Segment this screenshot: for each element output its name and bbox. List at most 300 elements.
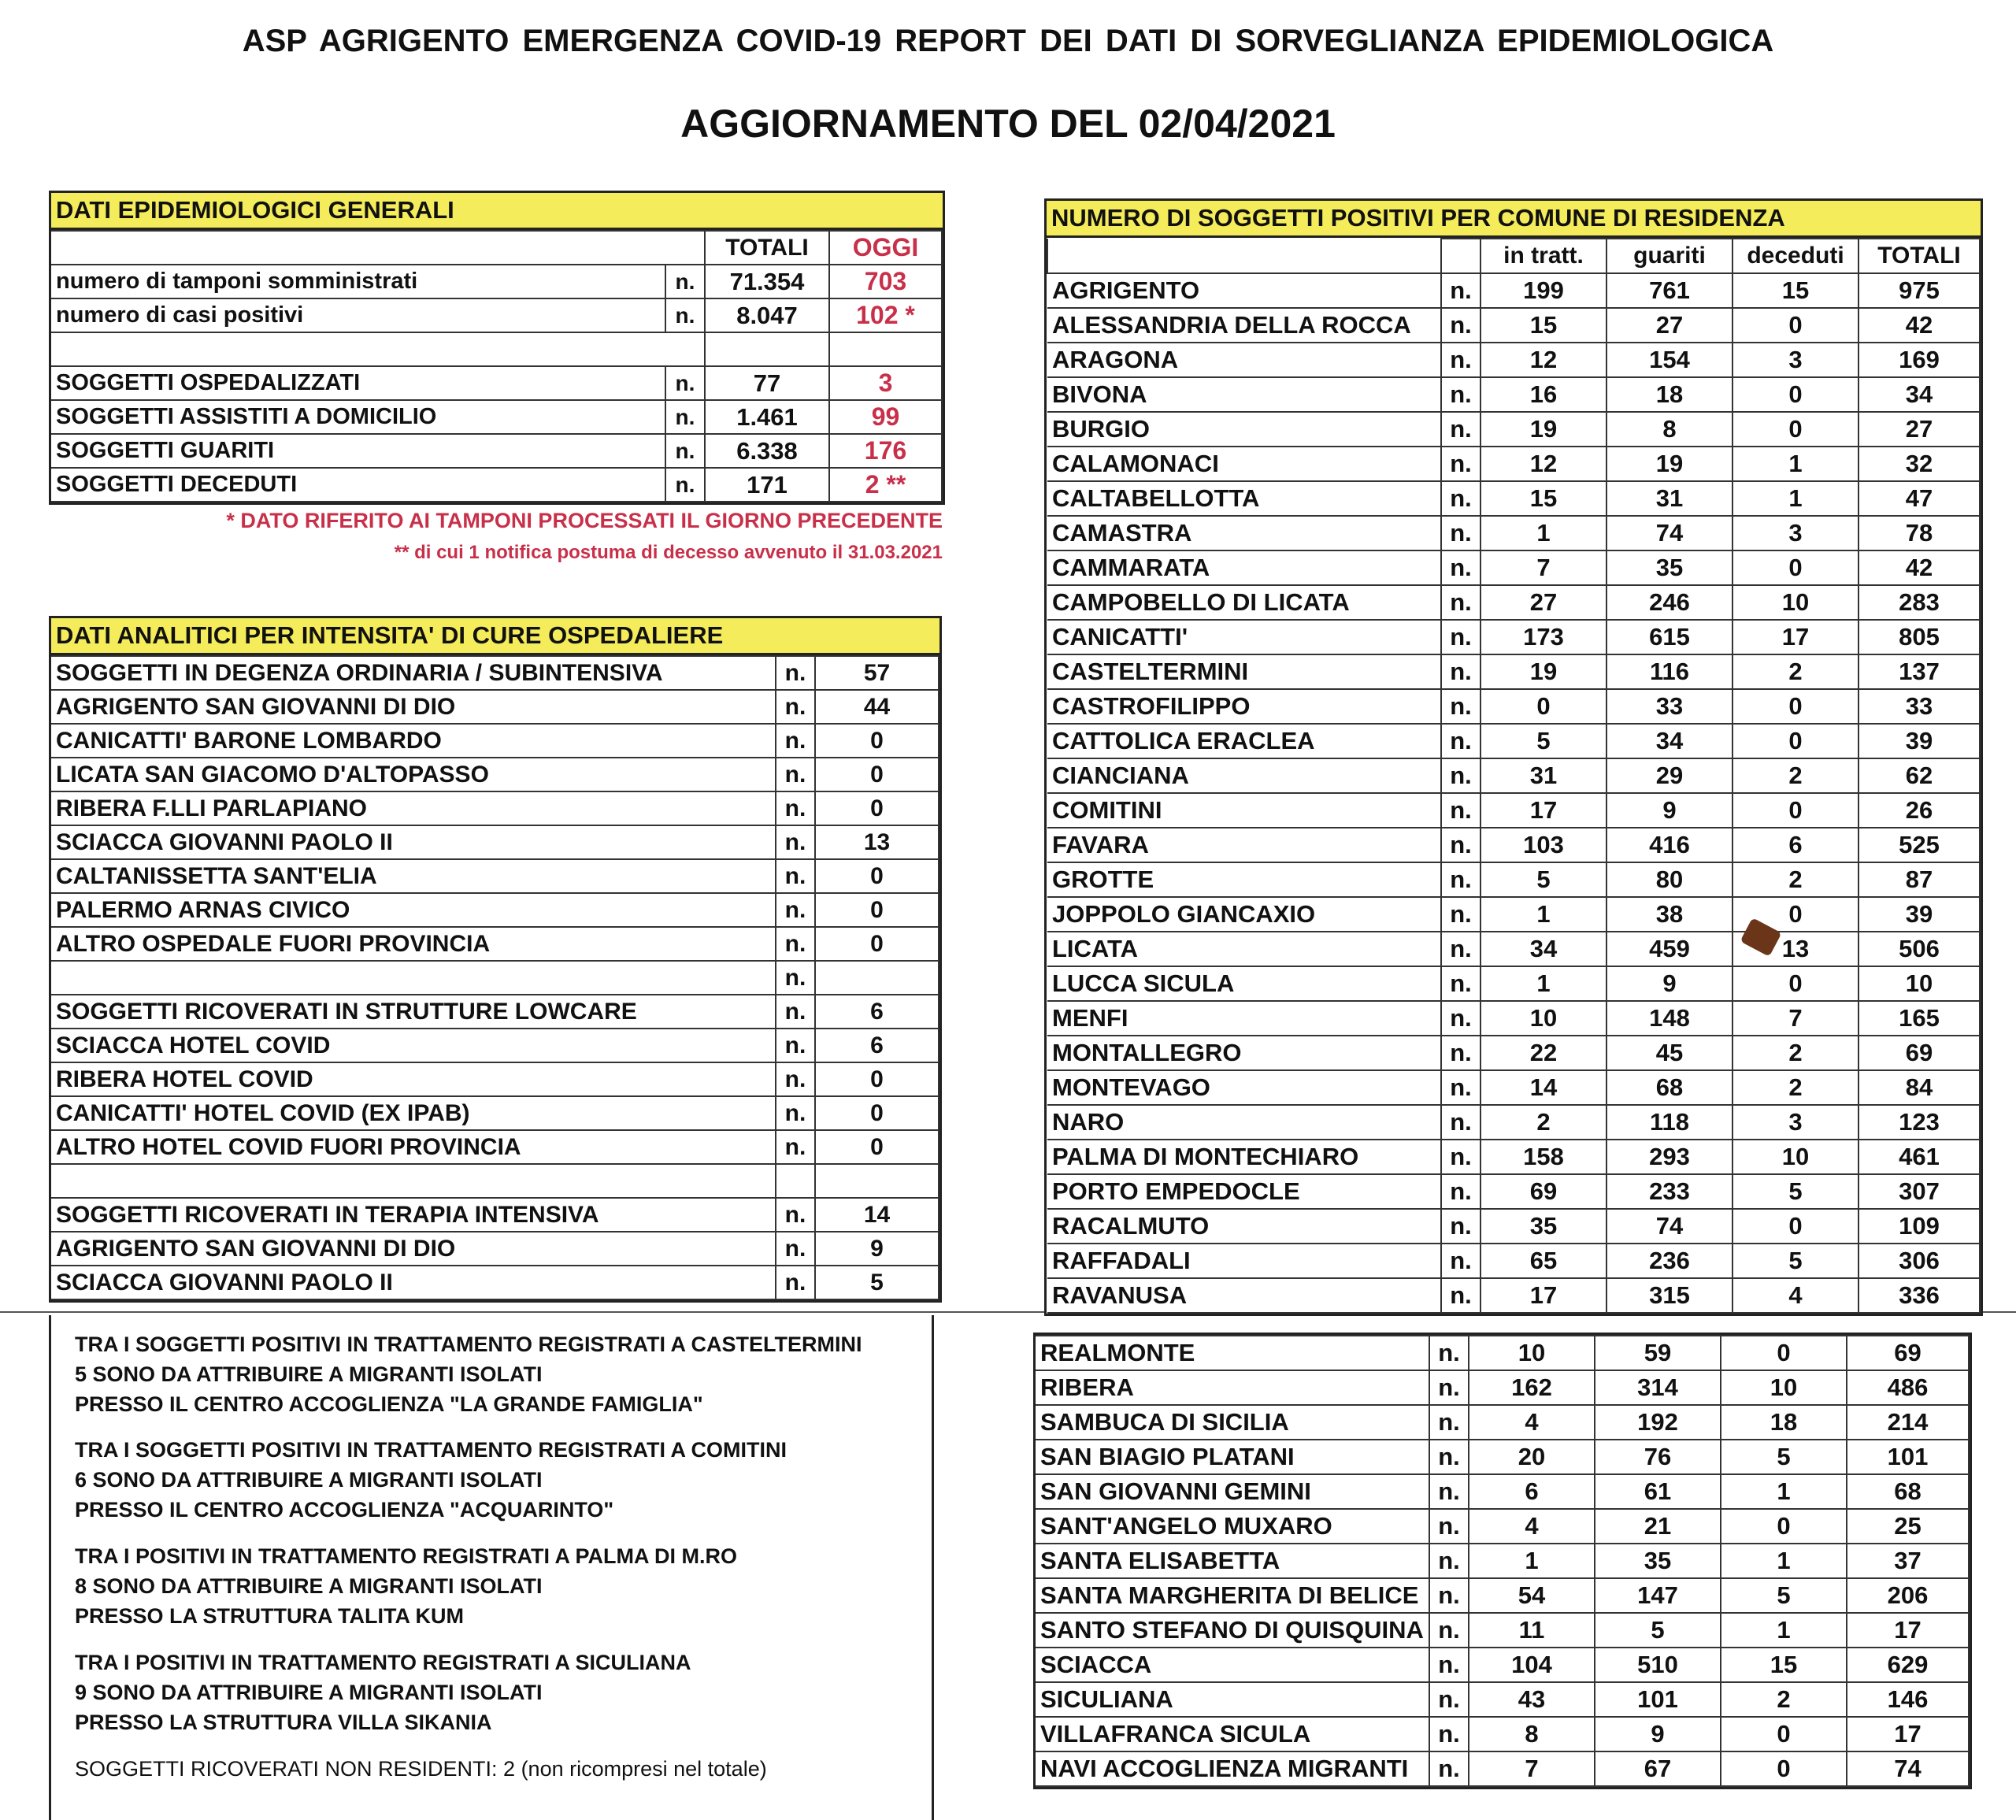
hospital-row-value: 0 [815,893,939,927]
deceduti-value: 0 [1721,1717,1847,1751]
totali-value: 525 [1858,828,1980,862]
municipality-name: MONTEVAGO [1047,1070,1441,1105]
municipality-name: LICATA [1047,932,1441,966]
guariti-value: 314 [1595,1370,1721,1405]
totali-value: 283 [1858,585,1980,620]
municipality-unit: n. [1429,1440,1469,1474]
municipality-unit: n. [1441,1001,1480,1036]
municipality-row [1047,1278,1980,1313]
hospital-row [51,893,939,927]
hospital-row [51,1062,939,1096]
general-row [51,332,942,366]
general-row-total: 71.354 [705,265,829,298]
municipality-unit: n. [1441,447,1480,481]
municipality-unit: n. [1441,654,1480,689]
deceduti-value: 17 [1732,620,1858,654]
update-date-title: AGGIORNAMENTO DEL 02/04/2021 [680,102,1336,146]
guariti-value: 192 [1595,1405,1721,1440]
deceduti-value: 13 [1732,932,1858,966]
municipality-name: RAFFADALI [1047,1244,1441,1278]
deceduti-value: 6 [1732,828,1858,862]
municipality-row [1047,793,1980,828]
deceduti-value: 0 [1732,550,1858,585]
hospital-row-label: RIBERA HOTEL COVID [51,1062,776,1096]
deceduti-value: 1 [1721,1613,1847,1648]
hospital-row-value: 6 [815,1029,939,1062]
municipality-unit: n. [1429,1370,1469,1405]
totali-value: 39 [1858,897,1980,932]
municipality-row [1036,1544,1969,1578]
municipality-row [1036,1578,1969,1613]
hospital-row-value: 14 [815,1198,939,1232]
municipality-name: GROTTE [1047,862,1441,897]
hospital-row-value: 13 [815,825,939,859]
municipality-unit: n. [1441,724,1480,758]
general-row-label: SOGGETTI DECEDUTI [51,468,665,502]
municipality-row [1047,758,1980,793]
general-row-unit [665,332,705,366]
general-row-today: 102 * [829,298,942,332]
hospital-row [51,1164,939,1198]
note-line: 5 SONO DA ATTRIBUIRE A MIGRANTI ISOLATI [75,1362,543,1386]
municipality-row [1047,550,1980,585]
general-row-label [51,332,665,366]
general-row-unit: n. [665,434,705,468]
in-tratt-value: 19 [1480,412,1606,447]
hospital-row-value: 0 [815,1130,939,1164]
general-row-unit: n. [665,400,705,434]
note-line: 6 SONO DA ATTRIBUIRE A MIGRANTI ISOLATI [75,1468,543,1492]
deceduti-value: 15 [1721,1648,1847,1682]
totali-value: 87 [1858,862,1980,897]
municipality-name: VILLAFRANCA SICULA [1036,1717,1429,1751]
in-tratt-value: 12 [1480,343,1606,377]
in-tratt-value: 1 [1480,516,1606,550]
note-line: SOGGETTI RICOVERATI NON RESIDENTI: 2 (non ricompresi nel totale) [75,1757,767,1781]
totali-value: 10 [1858,966,1980,1001]
guariti-value: 315 [1606,1278,1732,1313]
hospital-row [51,1266,939,1299]
guariti-value: 246 [1606,585,1732,620]
hospital-row-unit: n. [776,758,815,791]
deceduti-value: 0 [1732,793,1858,828]
hospital-row-unit: n. [776,1130,815,1164]
hospital-row-unit: n. [776,961,815,995]
municipality-unit: n. [1441,897,1480,932]
deceduti-value: 7 [1732,1001,1858,1036]
deceduti-value: 10 [1732,585,1858,620]
in-tratt-value: 1 [1469,1544,1595,1578]
note-line: PRESSO LA STRUTTURA VILLA SIKANIA [75,1711,492,1734]
guariti-value: 9 [1606,793,1732,828]
municipalities-header-row [1047,239,1980,273]
hospital-row-unit: n. [776,690,815,724]
hospital-row-value: 0 [815,1062,939,1096]
totali-value: 629 [1847,1648,1969,1682]
hospital-row-unit: n. [776,791,815,825]
guariti-value: 34 [1606,724,1732,758]
municipality-row [1047,481,1980,516]
municipality-row [1036,1474,1969,1509]
municipality-row [1047,620,1980,654]
municipality-name: JOPPOLO GIANCAXIO [1047,897,1441,932]
deceduti-value: 0 [1732,689,1858,724]
guariti-value: 29 [1606,758,1732,793]
guariti-value: 61 [1595,1474,1721,1509]
guariti-value: 761 [1606,273,1732,308]
guariti-value: 459 [1606,932,1732,966]
municipality-row [1047,273,1980,308]
deceduti-value: 0 [1732,1209,1858,1244]
hospital-row-unit: n. [776,1096,815,1130]
totali-value: 27 [1858,412,1980,447]
municipality-name: MONTALLEGRO [1047,1036,1441,1070]
municipality-row [1047,932,1980,966]
deceduti-value: 2 [1732,1070,1858,1105]
municipality-row [1047,724,1980,758]
deceduti-value: 1 [1721,1544,1847,1578]
hospital-row [51,859,939,893]
guariti-value: 8 [1606,412,1732,447]
municipality-row [1047,377,1980,412]
in-tratt-value: 69 [1480,1174,1606,1209]
totali-value: 137 [1858,654,1980,689]
municipality-name: CASTELTERMINI [1047,654,1441,689]
hospital-row-label: LICATA SAN GIACOMO D'ALTOPASSO [51,758,776,791]
hospital-row-label: CALTANISSETTA SANT'ELIA [51,859,776,893]
municipality-row [1036,1717,1969,1751]
municipality-unit: n. [1441,1174,1480,1209]
hospital-row-unit: n. [776,656,815,690]
municipality-row [1047,897,1980,932]
general-row-total: 77 [705,366,829,400]
totali-value: 84 [1858,1070,1980,1105]
hospital-row-value: 0 [815,724,939,758]
municipality-unit: n. [1429,1613,1469,1648]
municipality-row [1047,862,1980,897]
municipality-unit: n. [1441,481,1480,516]
municipality-unit: n. [1441,620,1480,654]
guariti-value: 5 [1595,1613,1721,1648]
guariti-value: 615 [1606,620,1732,654]
hospital-row-unit [776,1164,815,1198]
totali-value: 109 [1858,1209,1980,1244]
hospital-row-label: SOGGETTI RICOVERATI IN STRUTTURE LOWCARE [51,995,776,1029]
municipality-unit: n. [1429,1474,1469,1509]
guariti-value: 31 [1606,481,1732,516]
in-tratt-value: 158 [1480,1140,1606,1174]
guariti-value: 510 [1595,1648,1721,1682]
municipality-name: CASTROFILIPPO [1047,689,1441,724]
general-row-label: numero di tamponi somministrati [51,265,665,298]
municipality-unit: n. [1441,308,1480,343]
in-tratt-value: 1 [1480,966,1606,1001]
municipality-unit: n. [1441,1105,1480,1140]
municipality-row [1047,654,1980,689]
general-row-today [829,332,942,366]
hospital-row-label: SCIACCA GIOVANNI PAOLO II [51,1266,776,1299]
totali-value: 33 [1858,689,1980,724]
in-tratt-value: 162 [1469,1370,1595,1405]
in-tratt-value: 5 [1480,724,1606,758]
municipality-name: NAVI ACCOGLIENZA MIGRANTI [1036,1751,1429,1786]
hospital-row-unit: n. [776,1062,815,1096]
deceduti-value: 0 [1721,1509,1847,1544]
municipality-name: BURGIO [1047,412,1441,447]
totali-value: 69 [1847,1336,1969,1370]
deceduti-value: 2 [1721,1682,1847,1717]
in-tratt-value: 17 [1480,793,1606,828]
municipality-unit: n. [1441,1244,1480,1278]
notes-box [49,1315,934,1820]
municipality-name: RACALMUTO [1047,1209,1441,1244]
municipality-row [1047,308,1980,343]
note-posthumous-death: ** di cui 1 notifica postuma di decesso avvenuto il 31.03.2021 [394,542,943,563]
municipality-row [1036,1751,1969,1786]
municipalities-panel-continued [1033,1333,1972,1789]
municipality-name: SANT'ANGELO MUXARO [1036,1509,1429,1544]
municipality-row [1047,828,1980,862]
guariti-value: 116 [1606,654,1732,689]
municipality-row [1036,1509,1969,1544]
guariti-value: 416 [1606,828,1732,862]
guariti-value: 18 [1606,377,1732,412]
deceduti-value: 0 [1732,897,1858,932]
guariti-value: 101 [1595,1682,1721,1717]
deceduti-value: 10 [1732,1140,1858,1174]
municipality-row [1036,1405,1969,1440]
municipality-unit: n. [1441,273,1480,308]
guariti-value: 148 [1606,1001,1732,1036]
hospital-row-value: 0 [815,859,939,893]
hospital-row-unit: n. [776,1266,815,1299]
municipality-unit: n. [1441,689,1480,724]
hospital-row [51,1232,939,1266]
guariti-value: 154 [1606,343,1732,377]
in-tratt-value: 2 [1480,1105,1606,1140]
note-line: PRESSO IL CENTRO ACCOGLIENZA "ACQUARINTO" [75,1498,614,1522]
municipality-unit: n. [1441,862,1480,897]
hospital-row-unit: n. [776,927,815,961]
municipality-row [1047,412,1980,447]
in-tratt-value: 16 [1480,377,1606,412]
hospital-row [51,690,939,724]
col-totali: TOTALI [705,231,829,265]
general-row-total: 6.338 [705,434,829,468]
municipality-name: SANTA MARGHERITA DI BELICE [1036,1578,1429,1613]
in-tratt-value: 22 [1480,1036,1606,1070]
municipality-row [1036,1370,1969,1405]
municipality-name: RIBERA [1036,1370,1429,1405]
deceduti-value: 18 [1721,1405,1847,1440]
municipality-name: SAN GIOVANNI GEMINI [1036,1474,1429,1509]
general-row-label: SOGGETTI GUARITI [51,434,665,468]
hospital-row-unit: n. [776,1232,815,1266]
totali-value: 461 [1858,1140,1980,1174]
general-row-total: 8.047 [705,298,829,332]
guariti-value: 293 [1606,1140,1732,1174]
note-processed-swabs: * DATO RIFERITO AI TAMPONI PROCESSATI IL GIORNO PRECEDENTE [226,509,943,532]
deceduti-value: 2 [1732,862,1858,897]
municipality-unit: n. [1441,585,1480,620]
hospital-row-unit: n. [776,1029,815,1062]
general-row-label: SOGGETTI OSPEDALIZZATI [51,366,665,400]
deceduti-value: 1 [1732,447,1858,481]
general-row [51,468,942,502]
report-title: ASP AGRIGENTO EMERGENZA COVID-19 REPORT DEI DATI DI SORVEGLIANZA EPIDEMIOLOGICA [242,24,1774,58]
in-tratt-value: 7 [1469,1751,1595,1786]
municipality-unit: n. [1441,1140,1480,1174]
general-row-total: 1.461 [705,400,829,434]
municipality-name: BIVONA [1047,377,1441,412]
in-tratt-value: 103 [1480,828,1606,862]
general-row [51,298,942,332]
municipality-unit: n. [1441,550,1480,585]
totali-value: 17 [1847,1613,1969,1648]
hospital-row [51,995,939,1029]
totali-value: 146 [1847,1682,1969,1717]
municipality-row [1036,1648,1969,1682]
municipality-row [1047,1036,1980,1070]
municipality-unit: n. [1441,1209,1480,1244]
deceduti-value: 1 [1721,1474,1847,1509]
municipality-name: CALAMONACI [1047,447,1441,481]
general-row-label: numero di casi positivi [51,298,665,332]
municipality-unit: n. [1429,1544,1469,1578]
general-row-unit: n. [665,298,705,332]
guariti-value: 33 [1606,689,1732,724]
municipality-name: PORTO EMPEDOCLE [1047,1174,1441,1209]
hospital-row-unit: n. [776,825,815,859]
in-tratt-value: 27 [1480,585,1606,620]
deceduti-value: 5 [1732,1244,1858,1278]
in-tratt-value: 10 [1480,1001,1606,1036]
municipality-unit: n. [1429,1648,1469,1682]
hospital-row-label: ALTRO HOTEL COVID FUORI PROVINCIA [51,1130,776,1164]
totali-value: 42 [1858,550,1980,585]
guariti-value: 147 [1595,1578,1721,1613]
hospital-row [51,961,939,995]
guariti-value: 118 [1606,1105,1732,1140]
municipality-name: SICULIANA [1036,1682,1429,1717]
guariti-value: 9 [1606,966,1732,1001]
municipality-unit: n. [1429,1336,1469,1370]
deceduti-value: 3 [1732,1105,1858,1140]
note-paragraph [75,1435,787,1525]
hospital-row-label: SOGGETTI RICOVERATI IN TERAPIA INTENSIVA [51,1198,776,1232]
municipality-name: SAMBUCA DI SICILIA [1036,1405,1429,1440]
municipality-unit: n. [1429,1578,1469,1613]
totali-value: 62 [1858,758,1980,793]
general-row-total [705,332,829,366]
municipality-unit: n. [1441,1278,1480,1313]
deceduti-value: 0 [1732,966,1858,1001]
municipality-name: RAVANUSA [1047,1278,1441,1313]
totali-value: 165 [1858,1001,1980,1036]
general-data-table [51,230,943,502]
general-header-row [51,231,942,265]
note-line: TRA I SOGGETTI POSITIVI IN TRATTAMENTO REGISTRATI A COMITINI [75,1438,787,1462]
guariti-value: 74 [1606,516,1732,550]
guariti-value: 80 [1606,862,1732,897]
in-tratt-value: 15 [1480,308,1606,343]
in-tratt-value: 8 [1469,1717,1595,1751]
deceduti-value: 2 [1732,758,1858,793]
note-paragraph [75,1754,767,1784]
in-tratt-value: 65 [1480,1244,1606,1278]
municipality-unit: n. [1441,793,1480,828]
general-row [51,400,942,434]
hospital-row [51,1029,939,1062]
totali-value: 169 [1858,343,1980,377]
in-tratt-value: 7 [1480,550,1606,585]
totali-value: 101 [1847,1440,1969,1474]
municipality-row [1047,1001,1980,1036]
general-row-today: 176 [829,434,942,468]
deceduti-value: 2 [1732,1036,1858,1070]
hospital-row [51,1198,939,1232]
totali-value: 336 [1858,1278,1980,1313]
deceduti-value: 5 [1721,1578,1847,1613]
deceduti-value: 3 [1732,516,1858,550]
deceduti-value: 15 [1732,273,1858,308]
municipality-row [1036,1682,1969,1717]
hospital-row-label: SCIACCA GIOVANNI PAOLO II [51,825,776,859]
totali-value: 69 [1858,1036,1980,1070]
note-line: PRESSO LA STRUTTURA TALITA KUM [75,1604,464,1628]
hospital-intensity-panel [49,616,942,1303]
municipalities-panel [1044,198,1983,1316]
deceduti-value: 5 [1732,1174,1858,1209]
hospital-row-label: RIBERA F.LLI PARLAPIANO [51,791,776,825]
municipality-unit: n. [1429,1717,1469,1751]
deceduti-value: 3 [1732,343,1858,377]
note-line: 8 SONO DA ATTRIBUIRE A MIGRANTI ISOLATI [75,1574,543,1598]
note-paragraph [75,1329,862,1419]
totali-value: 975 [1858,273,1980,308]
deceduti-value: 0 [1732,377,1858,412]
municipality-row [1047,1105,1980,1140]
municipality-name: PALMA DI MONTECHIARO [1047,1140,1441,1174]
in-tratt-value: 6 [1469,1474,1595,1509]
municipality-row [1047,966,1980,1001]
municipality-name: MENFI [1047,1001,1441,1036]
totali-value: 206 [1847,1578,1969,1613]
hospital-row-label: AGRIGENTO SAN GIOVANNI DI DIO [51,1232,776,1266]
hospital-row-value: 5 [815,1266,939,1299]
guariti-value: 59 [1595,1336,1721,1370]
col-in-tratt: in tratt. [1480,239,1606,273]
hospital-row-value [815,1164,939,1198]
totali-value: 26 [1858,793,1980,828]
totali-value: 805 [1858,620,1980,654]
deceduti-value: 0 [1721,1751,1847,1786]
totali-value: 34 [1858,377,1980,412]
hospital-row-value: 57 [815,656,939,690]
totali-value: 47 [1858,481,1980,516]
in-tratt-value: 199 [1480,273,1606,308]
in-tratt-value: 54 [1469,1578,1595,1613]
note-line: TRA I POSITIVI IN TRATTAMENTO REGISTRATI A PALMA DI M.RO [75,1544,737,1568]
deceduti-value: 0 [1732,724,1858,758]
note-line: 9 SONO DA ATTRIBUIRE A MIGRANTI ISOLATI [75,1681,543,1704]
note-line: TRA I SOGGETTI POSITIVI IN TRATTAMENTO REGISTRATI A CASTELTERMINI [75,1333,862,1356]
hospital-row-label: AGRIGENTO SAN GIOVANNI DI DIO [51,690,776,724]
municipality-name: NARO [1047,1105,1441,1140]
hospital-row-label: PALERMO ARNAS CIVICO [51,893,776,927]
in-tratt-value: 20 [1469,1440,1595,1474]
hospital-row [51,791,939,825]
